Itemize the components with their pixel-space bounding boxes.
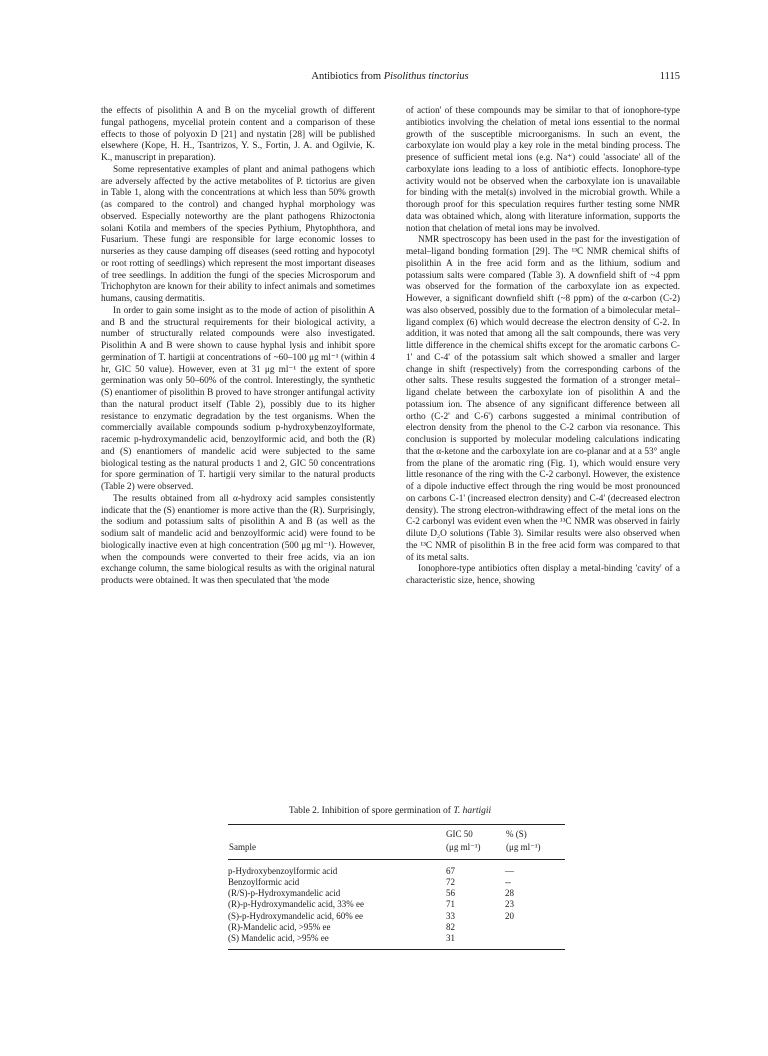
cell-sample: p-Hydroxybenzoylformic acid — [228, 865, 338, 876]
cell-gic: 33 — [446, 910, 455, 921]
cell-s: -- — [505, 876, 511, 887]
paragraph: of action' of these compounds may be similar to that of ionophore-type antibiotics involving the chelation of metal ions essential to the normal growth of the susceptible microorganisms. In such an event, the carboxylate ion would play a key role in the metal binding process. The presence of sufficient metal ions (e.g. Na⁺) could 'associate' all of the carboxylate ions leading to a loss of antibiotic effects. Ionophore-type activity would not be observed when the carboxylate ion is unavailable for binding with the metal(s) involved in the microbial growth. While a thorough proof for this speculation requires further testing some NMR data was obtained which, along with literature information, supports the notion that chelation of metal ions may be involved. — [406, 106, 680, 234]
paragraph: In order to gain some insight as to the mode of action of pisolithin A and B and the structural requirements for their biological activity, a number of structurally related compounds were also investigated. Pisolithin A and B were shown to cause hyphal lysis and inhibit spore germination of T. hartigii at concentrations of ~60–100 μg ml⁻¹ (within 4 hr, GIC 50 value). However, even at 31 μg ml⁻¹ the extent of spore germination was only 50–60% of the control. Interestingly, the synthetic (S) enantiomer of pisolithin B proved to have stronger antifungal activity than the natural product itself (Table 2), possibly due to its higher resistance to enzymatic degradation by the test organisms. When the commercially available compounds sodium p-hydroxybenzoylformate, racemic p-hydroxymandelic acid, benzoylformic acid, and both the (R) and (S) enantiomers of mandelic acid were subjected to the same biological testing as the natural products 1 and 2, GIC 50 concentrations for spore germination of T. hartigii very similar to the natural products (Table 2) were observed. — [101, 305, 375, 492]
cell-s: 23 — [505, 899, 514, 910]
cell-gic: 71 — [446, 899, 455, 910]
cell-sample: (S) Mandelic acid, >95% ee — [228, 933, 436, 949]
cell-gic: 56 — [446, 888, 455, 899]
table-row — [228, 933, 565, 949]
cell-sample: (S)-p-Hydroxymandelic acid, 60% ee — [228, 910, 363, 921]
paragraph: NMR spectroscopy has been used in the past for the investigation of metal–ligand bonding formation [29]. The ¹³C NMR chemical shifts of pisolithin A in the free acid form and as the lithium, sodium and potassium salts were compared (Table 3). A downfield shift of ~4 ppm was observed for the formation of the carboxylate ion as expected. However, a significant downfield shift (~8 ppm) of the α-carbon (C-2) was also observed, possibly due to the formation of a bimolecular metal–ligand complex (6) which would decrease the electron density of C-2. In addition, it was noted that among all the salt compounds, there was very little difference in the chemical shifts except for the aromatic carbons C-1' and C-4' of the potassium salt which showed a smaller and larger change in shift (respectively) from the corresponding carbons of the other salts. These results suggested the formation of a stronger metal–ligand chelate between the carboxylate ion of pisolithin A and the potassium ion. The absence of any significant difference between all ortho (C-2' and C-6') carbons suggested a minimal contribution of electron density from the phenol to the C-2 carbon via resonance. This conclusion is supported by molecular modeling calculations indicating that the α-ketone and the carboxylate ion are co-planar and at a 53° angle from the plane of the aromatic ring (Fig. 1), which would ensure very little resonance of the ring with the C-2 carbonyl. However, the existence of a dipole inductive effect through the ring would be most pronounced on carbons C-1' (increased electron density) and C-4' (decreased electron density). The strong electron-withdrawing effect of the metal ions on the C-2 carbonyl was evident even when the ¹³C NMR was observed in fairly dilute D₂O solutions (Table 3). Similar results were also observed when the ¹³C NMR of pisolithin B in the free acid form was compared to that of its metal salts. — [406, 235, 680, 563]
cell-sample: Benzoylformic acid — [228, 876, 300, 887]
cell-s — [505, 922, 565, 933]
table-row — [228, 922, 565, 933]
cell-s: — — [505, 865, 514, 876]
cell-gic: 82 — [446, 922, 455, 933]
table-header-sample: Sample — [228, 841, 436, 859]
running-title: Antibiotics from Pisolithus tinctorius — [311, 71, 469, 82]
running-header — [100, 71, 680, 87]
cell-sample: (R/S)-p-Hydroxymandelic acid — [228, 888, 341, 899]
cell-sample: (R)-Mandelic acid, >95% ee — [228, 922, 331, 933]
cell-gic: 31 — [436, 933, 505, 949]
table-header-s: % (S) — [505, 825, 565, 842]
page-number: 1115 — [659, 71, 680, 82]
table-row — [228, 899, 565, 910]
paragraph: Ionophore-type antibiotics often display a metal-binding 'cavity' of a characteristic size, hence, showing — [406, 564, 680, 586]
paragraph: Some representative examples of plant and animal pathogens which are adversely affected by the active metabolites of P. tictorius are given in Table 1, along with the concentrations at which less than 50% growth (as compared to the control) and changed hyphal morphology was observed. Especially noteworthy are the plant pathogens Rhizoctonia solani Kotila and members of the species Pythium, Phytophthora, and Fusarium. These fungi are responsible for large economic losses to nurseries as they cause damping off diseases (seed rotting and hypocotyl or root rotting of seedlings) which represent the most important diseases of tree seedlings. In addition the fungi of the species Microsporum and Trichophyton are known for their ability to infect animals and sometimes humans, causing dermatitis. — [101, 164, 375, 304]
right-column — [406, 106, 680, 588]
table-header-gic-unit: (μg ml⁻¹) — [436, 841, 505, 859]
table-caption: Table 2. Inhibition of spore germination of T. hartigii — [288, 806, 492, 816]
table-header-s-unit: (μg ml⁻¹) — [505, 841, 565, 859]
table-row — [228, 877, 565, 888]
cell-s — [505, 933, 565, 949]
table-row — [228, 888, 565, 899]
table-header-sample-spacer — [228, 825, 436, 842]
cell-sample: (R)-p-Hydroxymandelic acid, 33% ee — [228, 899, 364, 910]
cell-gic: 72 — [446, 876, 455, 887]
table-header-gic: GIC 50 — [436, 825, 505, 842]
table-row — [228, 911, 565, 922]
cell-s: 20 — [505, 910, 514, 921]
results-table — [228, 824, 565, 950]
left-column — [101, 106, 375, 588]
table-row — [228, 859, 565, 877]
paragraph: The results obtained from all α-hydroxy acid samples consistently indicate that the (S) enantiomer is more active than the (R). Surprisingly, the sodium and potassium salts of pisolithin A and B (as well as the sodium salt of mandelic acid and benzoylformic acid) were found to be biologically inactive even at high concentration (500 μg ml⁻¹). However, when the compounds were converted to their free acids, via an ion exchange column, the same biological results as with the original natural products were obtained. It was then speculated that 'the mode — [101, 493, 375, 586]
paragraph: the effects of pisolithin A and B on the mycelial growth of different fungal pathogens, mycelial protein content and a comparison of these effects to those of polyoxin D [21] and nystatin [28] will be published elsewhere (Kope, H. H., Tsantrizos, Y. S., Fortin, J. A. and Ogilvie, K. K., manuscript in preparation). — [101, 106, 375, 163]
cell-gic: 67 — [446, 865, 455, 876]
cell-s: 28 — [505, 888, 514, 899]
